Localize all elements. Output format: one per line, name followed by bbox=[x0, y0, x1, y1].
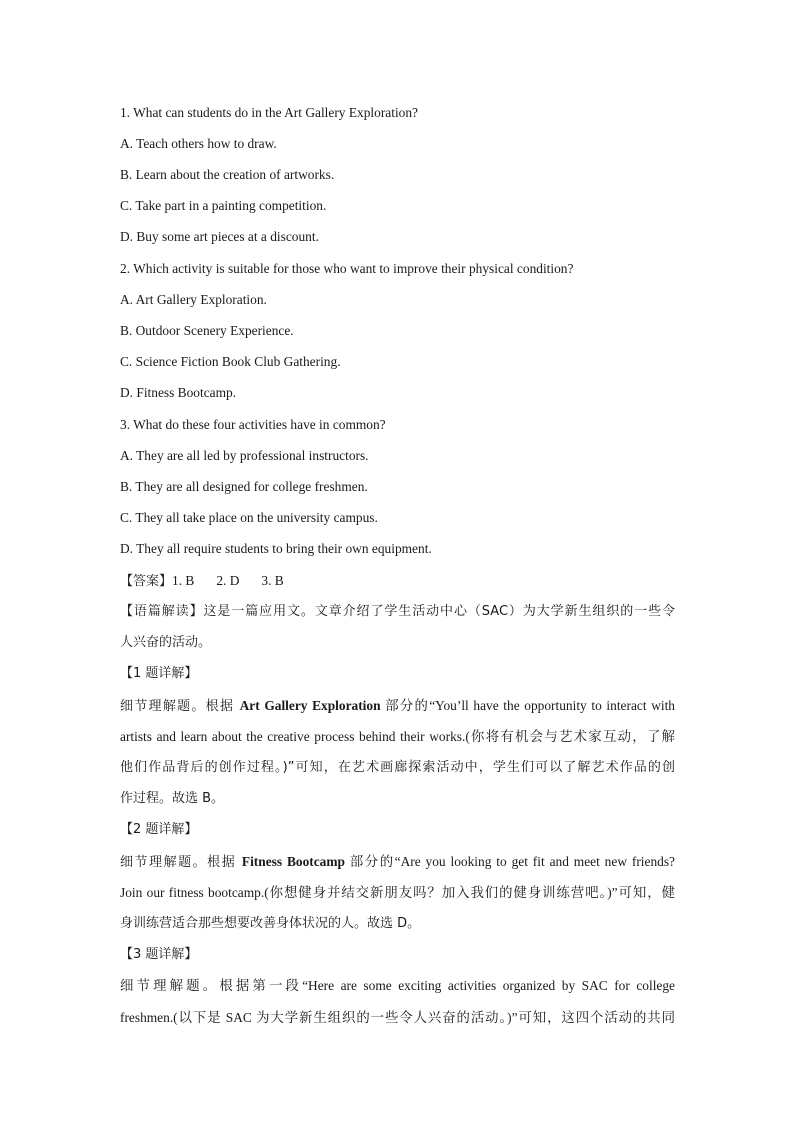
detail-1-line-4: 作过程。故选 B。 bbox=[120, 791, 225, 806]
detail-3-line-1: 细节理解题。根据第一段“Here are some exciting activities organized by SAC for college bbox=[120, 978, 675, 993]
question-2-option-c: C. Science Fiction Book Club Gathering. bbox=[120, 354, 341, 369]
question-3-option-b: B. They are all designed for college freshmen. bbox=[120, 479, 368, 494]
detail-1-line-1: 细节理解题。根据 Art Gallery Exploration 部分的“You’ll have the opportunity to interact with bbox=[120, 698, 675, 714]
detail-2-heading: 【2 题详解】 bbox=[120, 822, 198, 837]
question-1-option-a: A. Teach others how to draw. bbox=[120, 136, 277, 151]
reading-text-1: 这是一篇应用文。文章介绍了学生活动中心（SAC）为大学新生组织的一些令 bbox=[203, 604, 675, 619]
answer-item-1: 1. B bbox=[172, 573, 195, 588]
question-3-option-a: A. They are all led by professional instructors. bbox=[120, 448, 369, 463]
reading-line-1 bbox=[120, 603, 675, 621]
question-3-stem: 3. What do these four activities have in common? bbox=[120, 417, 386, 432]
answer-label: 【答案】 bbox=[120, 574, 173, 589]
answer-item-2: 2. D bbox=[216, 573, 240, 588]
detail-2-section-name: Fitness Bootcamp bbox=[241, 854, 345, 869]
question-2-option-b: B. Outdoor Scenery Experience. bbox=[120, 323, 294, 338]
question-1-option-c: C. Take part in a painting competition. bbox=[120, 198, 327, 213]
reading-line-2: 人兴奋的活动。 bbox=[120, 635, 212, 650]
answer-line bbox=[120, 572, 675, 591]
detail-1-heading: 【1 题详解】 bbox=[120, 666, 198, 681]
detail-2-line-2: Join our fitness bootcamp.(你想健身并结交新朋友吗？加入我们的健身训练营吧。)”可知，健 bbox=[120, 885, 675, 900]
question-1-stem: 1. What can students do in the Art Gallery Exploration? bbox=[120, 105, 418, 120]
detail-3-heading: 【3 题详解】 bbox=[120, 947, 198, 962]
detail-1-line-3: 他们作品背后的创作过程。)”可知，在艺术画廊探索活动中，学生们可以了解艺术作品的创 bbox=[120, 760, 675, 775]
detail-3-line-2: freshmen.(以下是 SAC 为大学新生组织的一些令人兴奋的活动。)”可知，这四个活动的共同 bbox=[120, 1010, 675, 1025]
question-2-stem: 2. Which activity is suitable for those who want to improve their physical condition? bbox=[120, 261, 574, 276]
reading-label: 【语篇解读】 bbox=[120, 604, 204, 619]
detail-1-section-name: Art Gallery Exploration bbox=[239, 698, 381, 713]
detail-2-line-3: 身训练营适合那些想要改善身体状况的人。故选 D。 bbox=[120, 916, 421, 931]
detail-1-line-2: artists and learn about the creative process behind their works.(你将有机会与艺术家互动，了解 bbox=[120, 729, 675, 744]
question-1-option-b: B. Learn about the creation of artworks. bbox=[120, 167, 335, 182]
question-3-option-c: C. They all take place on the university campus. bbox=[120, 510, 378, 525]
detail-2-line-1: 细节理解题。根据 Fitness Bootcamp 部分的“Are you looking to get fit and meet new friends? bbox=[120, 854, 675, 870]
answer-item-3: 3. B bbox=[261, 573, 284, 588]
question-2-option-a: A. Art Gallery Exploration. bbox=[120, 292, 267, 307]
question-2-option-d: D. Fitness Bootcamp. bbox=[120, 385, 237, 400]
question-3-option-d: D. They all require students to bring their own equipment. bbox=[120, 541, 432, 556]
question-1-option-d: D. Buy some art pieces at a discount. bbox=[120, 229, 319, 244]
